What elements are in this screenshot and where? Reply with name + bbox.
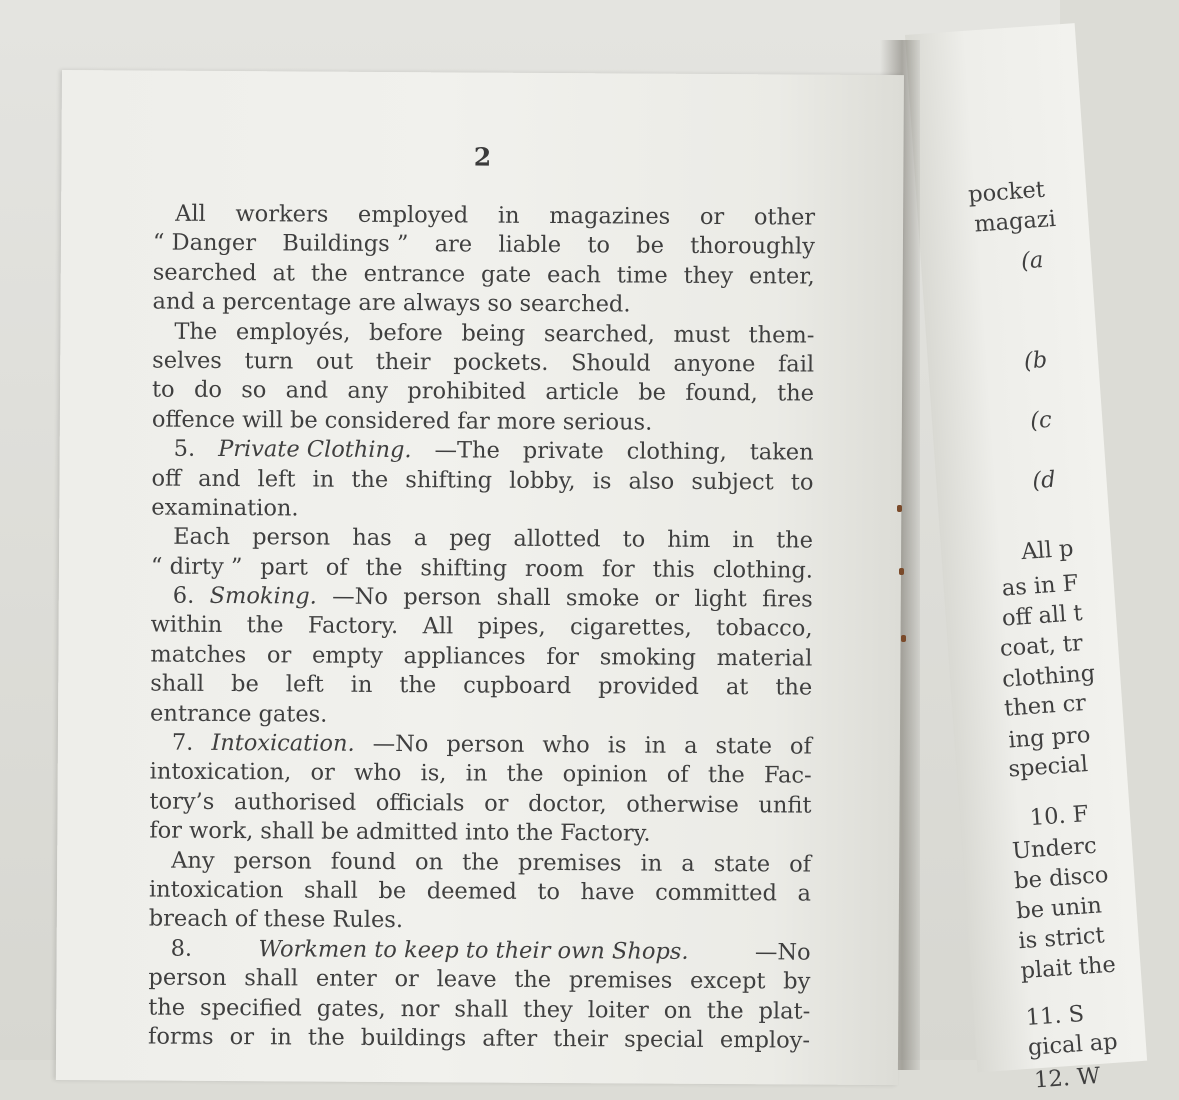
word: Factory. [307, 612, 399, 640]
word: be [378, 877, 407, 905]
word: intoxication [148, 876, 284, 904]
word: the [462, 849, 500, 876]
word: so [241, 377, 267, 404]
right-page-line: plait the [1019, 951, 1117, 985]
text-line [152, 405, 814, 438]
word: examination. [151, 494, 299, 522]
word: 8. [170, 935, 193, 962]
word: taken [749, 439, 814, 466]
word: opinion [562, 761, 648, 789]
word: doctor, [528, 790, 607, 818]
word: shall [496, 584, 551, 612]
word: in [350, 672, 373, 699]
word: plat- [758, 997, 811, 1025]
word: 5. [173, 435, 196, 462]
word: by [783, 968, 811, 995]
word: these [263, 906, 326, 933]
word: who [542, 731, 590, 759]
word: Should [571, 350, 651, 377]
text-line [152, 347, 814, 380]
word: magazines [549, 202, 671, 230]
word: enter, [749, 262, 815, 290]
word: officials [375, 789, 465, 817]
word: off [151, 465, 182, 492]
word: —The [434, 437, 500, 464]
word: loiter [587, 996, 649, 1024]
text-line [150, 670, 812, 703]
word: state [715, 733, 773, 760]
word: person [148, 964, 227, 992]
word: committed [655, 879, 778, 907]
word: in [732, 527, 755, 554]
text-line [153, 229, 815, 262]
word: a [413, 525, 428, 552]
word: do [193, 377, 223, 404]
word: after [482, 1025, 538, 1052]
word: be [289, 407, 318, 434]
word: of [234, 906, 257, 933]
word: Smoking. [209, 582, 317, 610]
word: tory’s [149, 788, 215, 815]
right-page-line: (a [1020, 246, 1045, 275]
word: prohibited [407, 378, 527, 406]
text-line [148, 993, 810, 1026]
text-line [151, 611, 813, 644]
word: or [484, 790, 509, 817]
text-line [149, 787, 811, 820]
word: serious. [562, 408, 653, 436]
word: to [537, 878, 561, 906]
word: buildings [360, 1024, 467, 1052]
word: be [231, 671, 259, 698]
word: appliances [403, 642, 526, 670]
word: turn [244, 348, 294, 375]
word: the [776, 527, 814, 554]
text-line [151, 464, 813, 497]
word: left [285, 671, 324, 698]
word: material [716, 644, 813, 672]
word: who [353, 760, 402, 787]
word: at [725, 674, 749, 701]
right-page-line: (b [1023, 346, 1049, 375]
word: within [150, 612, 223, 639]
word: found [330, 848, 397, 875]
word: the [310, 260, 348, 287]
word: out [315, 348, 354, 375]
word: light [694, 585, 747, 613]
word: person [403, 584, 482, 611]
word: unfit [758, 792, 812, 819]
word: on [415, 848, 444, 875]
word: their [375, 348, 431, 376]
word: cupboard [463, 672, 572, 700]
staple-mark-1 [897, 505, 902, 512]
word: or [266, 642, 292, 669]
word: employés, [235, 318, 351, 346]
right-page-line: pocket [967, 176, 1046, 208]
text-line [149, 846, 811, 879]
right-page-line: 12. W [1033, 1062, 1102, 1094]
word: in [312, 466, 335, 493]
word: and [152, 288, 195, 315]
word: pockets. [453, 349, 549, 376]
word: entrance [363, 260, 466, 288]
word: clothing. [712, 556, 814, 584]
word: or [394, 966, 419, 993]
right-page-line: 10. F [1029, 801, 1090, 832]
word: gate [480, 261, 532, 288]
word: premises [568, 967, 673, 994]
word: shall [303, 877, 358, 904]
word: Each [173, 523, 231, 551]
word: be [638, 379, 667, 407]
left-page [56, 70, 904, 1085]
word: authorised [233, 788, 357, 816]
word: in [497, 202, 520, 229]
right-page-line: All p [1020, 535, 1075, 566]
word: employ- [719, 1026, 811, 1054]
word: shall [454, 995, 509, 1023]
word: being [461, 320, 526, 347]
word: smoking [599, 644, 696, 671]
text-line [152, 288, 814, 321]
word: deemed [426, 878, 517, 905]
word: otherwise [626, 791, 739, 818]
word: is [607, 732, 627, 759]
word: for [601, 555, 635, 583]
word: is, [420, 760, 447, 787]
word: and [285, 377, 329, 404]
word: The [174, 318, 218, 345]
word: each [547, 261, 601, 289]
word: All [175, 200, 206, 227]
right-page-line: be disco [1013, 861, 1110, 895]
word: time [616, 262, 668, 289]
word: shifting [420, 554, 508, 582]
word: searched. [519, 290, 631, 318]
right-page-line: magazi [973, 205, 1057, 238]
right-page-line: off all t [1001, 600, 1084, 632]
word: at [272, 260, 296, 287]
word: of [325, 554, 348, 581]
word: forms [148, 1023, 214, 1050]
word: tobacco, [716, 615, 813, 643]
text-line [150, 699, 812, 732]
word: clothing, [626, 438, 727, 466]
word: the [351, 466, 389, 493]
word: they [523, 996, 573, 1023]
word: workers [235, 201, 329, 228]
word: —No [372, 730, 429, 758]
word: “ dirty ” [150, 553, 243, 580]
text-line [149, 876, 811, 909]
right-page-line: be unin [1015, 892, 1103, 925]
word: also [628, 467, 675, 495]
word: the [707, 762, 745, 789]
word: premises [518, 849, 622, 877]
text-line [151, 493, 813, 526]
word: fail [777, 351, 815, 378]
word: admitted [355, 819, 459, 846]
word: breach [148, 905, 228, 933]
word: empty [311, 642, 383, 669]
word: Intoxication. [211, 729, 355, 757]
right-page-line: ing pro [1007, 721, 1092, 754]
word: gates. [258, 700, 328, 728]
word: must [673, 321, 731, 348]
word: the [506, 761, 544, 788]
word: into [465, 819, 510, 846]
word: special [624, 1026, 704, 1053]
word: subject [691, 468, 774, 495]
word: thoroughly [690, 233, 815, 260]
word: “ Danger [152, 229, 257, 257]
word: a [681, 850, 695, 877]
word: anyone [673, 350, 756, 378]
word: shall [244, 965, 299, 992]
word: the [514, 966, 552, 994]
word: entrance [149, 700, 252, 727]
word: leave [436, 966, 497, 993]
word: part [260, 553, 308, 581]
word: person [446, 731, 525, 758]
word: the [516, 819, 554, 847]
word: have [580, 879, 635, 906]
text-line [153, 258, 815, 291]
word: the [777, 380, 815, 407]
right-page-line: gical ap [1027, 1028, 1119, 1061]
staple-mark-2 [899, 568, 904, 575]
text-line [152, 376, 814, 409]
word: left [257, 465, 296, 492]
word: be [321, 818, 350, 845]
text-line [151, 523, 813, 556]
word: to [790, 468, 814, 496]
text-line [148, 964, 810, 997]
word: Buildings ” [282, 230, 409, 258]
right-page-line: (d [1031, 466, 1057, 495]
word: are [434, 231, 473, 258]
right-page-line: then cr [1003, 690, 1087, 722]
word: —No [332, 583, 388, 611]
word: of [666, 762, 689, 789]
word: the [148, 994, 186, 1021]
word: to [587, 232, 611, 259]
word: Any [171, 847, 215, 874]
word: Private Clothing. [218, 436, 412, 464]
word: allotted [513, 526, 601, 553]
right-page-line: is strict [1017, 922, 1106, 955]
word: percentage [222, 289, 352, 316]
word: gates, [316, 995, 386, 1022]
text-line [150, 729, 812, 762]
right-page-line: coat, tr [999, 630, 1084, 662]
word: nor [400, 995, 440, 1022]
word: selves [152, 347, 222, 374]
right-page-line: clothing [1001, 660, 1096, 693]
word: in [465, 760, 488, 788]
word: or [654, 585, 680, 612]
word: more [496, 408, 556, 435]
word: a [201, 289, 216, 316]
word: the [307, 1024, 345, 1051]
word: to [622, 526, 646, 553]
word: for [546, 643, 580, 671]
word: for [149, 817, 183, 844]
word: in [270, 1024, 292, 1051]
word: All [422, 613, 454, 640]
word: except [690, 968, 766, 995]
body-text [148, 200, 815, 1056]
text-line [149, 934, 811, 967]
word: shall [260, 818, 315, 845]
word: far [457, 408, 490, 435]
word: article [545, 379, 620, 406]
text-line [152, 435, 814, 468]
word: 6. [172, 582, 195, 609]
word: peg [449, 525, 492, 552]
right-page-line: as in F [1000, 570, 1080, 602]
word: state [713, 850, 771, 877]
word: or [699, 203, 725, 231]
word: has [352, 525, 392, 552]
word: private [522, 437, 604, 465]
word: work, [188, 817, 254, 845]
word: person [252, 524, 331, 551]
word: shall [150, 670, 205, 698]
text-line [152, 317, 814, 350]
word: on [663, 997, 692, 1024]
word: searched [152, 259, 257, 286]
text-line [148, 1022, 810, 1055]
word: always [402, 290, 481, 317]
text-line [151, 552, 813, 585]
word: they [683, 262, 734, 289]
word: offence [151, 406, 236, 433]
word: the [775, 674, 813, 701]
right-page-line: special [1007, 751, 1089, 783]
word: cigarettes, [569, 614, 692, 642]
word: are [358, 289, 396, 317]
word: him [667, 527, 711, 554]
right-page-line: (c [1029, 406, 1053, 435]
word: specified [200, 994, 302, 1022]
word: lobby, [509, 467, 576, 494]
word: of [789, 851, 812, 878]
word: of [789, 733, 812, 760]
word: so [487, 290, 513, 317]
word: liable [498, 232, 562, 259]
word: will [242, 406, 284, 434]
word: room [524, 555, 585, 582]
right-page-line: Underc [1011, 832, 1098, 865]
word: a [684, 732, 698, 759]
word: in [640, 850, 663, 877]
word: Rules. [332, 907, 404, 934]
page-number: 2 [473, 142, 492, 172]
word: searched, [543, 320, 655, 348]
word: considered [324, 407, 451, 435]
text-line [153, 200, 815, 233]
word: the [246, 612, 284, 639]
word: to [151, 376, 175, 404]
word: —No [754, 939, 811, 966]
word: person [233, 847, 312, 875]
word: any [347, 378, 389, 405]
word: provided [598, 673, 700, 701]
word: the [399, 672, 437, 699]
word: the [365, 554, 403, 581]
word: smoke [565, 585, 640, 612]
word: Workmen to keep to their own Shops. [258, 935, 689, 965]
word: enter [315, 965, 377, 993]
word: employed [357, 201, 469, 229]
word: in [644, 732, 667, 759]
text-line [150, 640, 812, 673]
word: Fac- [763, 762, 812, 790]
word: them- [748, 321, 815, 349]
text-line [149, 817, 811, 850]
word: or [310, 759, 335, 787]
word: intoxication, [149, 758, 292, 786]
word: and [198, 465, 241, 492]
word: found, [685, 380, 758, 407]
word: fires [762, 586, 813, 613]
word: other [753, 204, 816, 231]
word: Factory. [560, 820, 651, 847]
text-line [151, 582, 813, 615]
word: pipes, [477, 614, 546, 641]
word: matches [150, 641, 247, 668]
word: this [652, 556, 695, 583]
word: 7. [171, 729, 194, 756]
word: is [592, 467, 612, 494]
staple-mark-3 [901, 635, 906, 642]
word: or [229, 1023, 255, 1051]
word: shifting [405, 466, 493, 494]
word: before [368, 319, 443, 346]
text-line [149, 905, 811, 938]
word: a [797, 880, 812, 907]
word: their [553, 1025, 609, 1053]
right-page-line: 11. S [1024, 1000, 1085, 1031]
word: be [636, 232, 665, 260]
text-line [150, 758, 812, 791]
word: the [706, 997, 744, 1024]
